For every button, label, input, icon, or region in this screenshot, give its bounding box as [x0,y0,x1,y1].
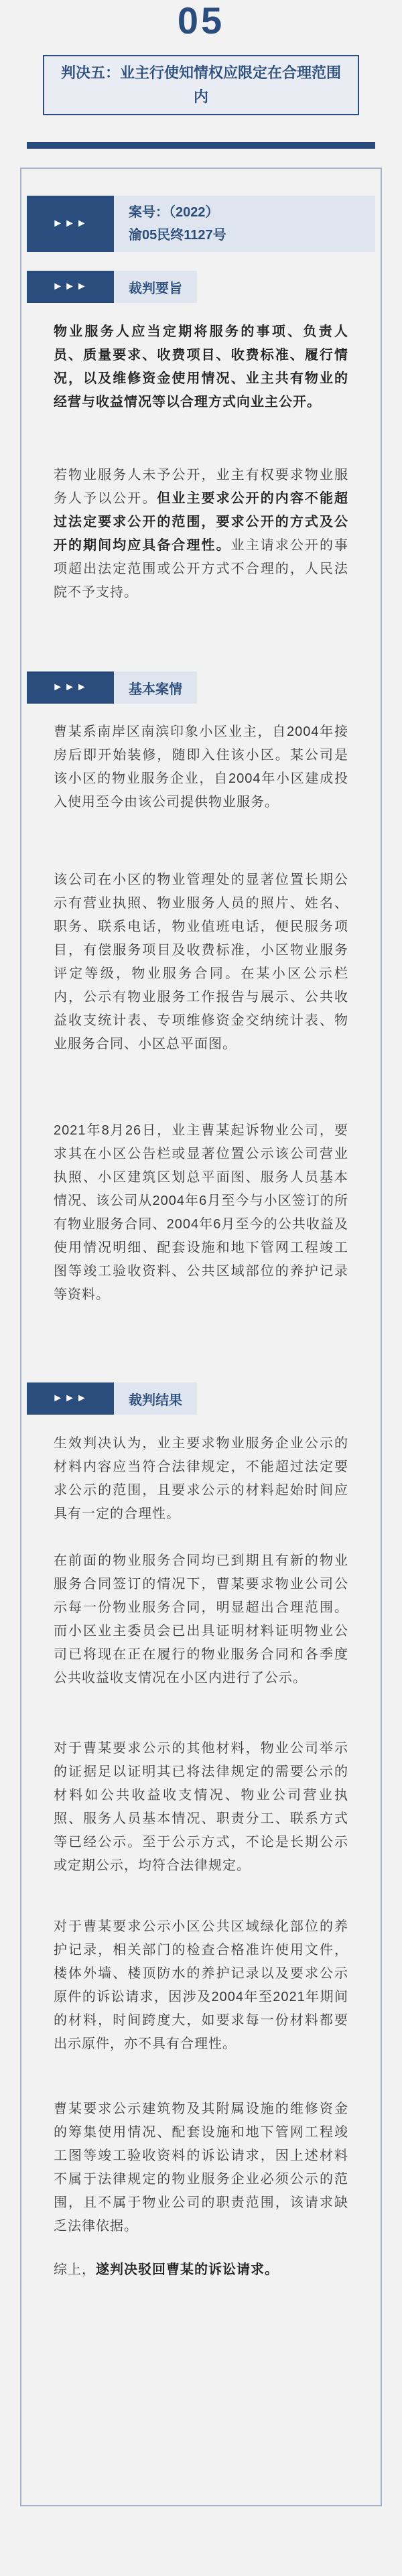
paragraph-text: 综上， [54,2262,96,2277]
section-title: 基本案情 [114,671,197,704]
section-number: 05 [177,0,225,42]
section-title: 裁判要旨 [114,271,197,303]
paragraph: 2021年8月26日，业主曹某起诉物业公司，要求其在小区公告栏或显著位置公示该公司营业执照、小区建筑区划总平面图、服务人员基本情况、该公司从2004年6月至今与小区签订的所有物业服务合同、2004年6月至今的公共收益及使用情况明细、配套设施和地下管网工程竣工图等竣工验收资料、公共区域部位的养护记录等资料。 [54,1123,348,1302]
case-number-box [27,196,375,252]
page-title: 判决五：业主行使知情权应限定在合理范围内 [60,64,341,105]
paragraph: 在前面的物业服务合同均已到期且有新的物业服务合同签订的情况下，曹某要求物业公司公示每一份物业服务合同，明显超出合理范围。而小区业主委员会已出具证明材料证明物业公司已将现在正在履行的物业服务合同和各季度公共收益收支情况在小区内进行了公示。 [54,1553,348,1685]
paragraph-emphasis: 但业主要求公开的内容不能超过法定要求公开的范围，要求公开的方式及公开的期间均应具备合理性。 [54,491,349,553]
chevron-arrows-icon: ►►► [27,271,114,303]
case-number-line1: 案号：（2022） [129,205,219,220]
title-box [43,55,359,115]
paragraph-text: 若物业服务人未予公开，业主有权要求物业服务人予以公开。 [54,468,348,506]
section-header-judgment-result [27,1382,197,1415]
case-number [114,196,375,252]
paragraph: 对于曹某要求公示小区公共区域绿化部位的养护记录，相关部门的检查合格准许使用文件，楼体外墙、楼顶防水的养护记录以及要求公示原件的诉讼请求，因涉及2004年至2021年期间的材料，时间跨度大，如要求每一份材料都要出示原件，亦不具有合理性。 [54,1919,348,2051]
paragraph-emphasis: 遂判决驳回曹某的诉讼请求。 [96,2262,279,2277]
paragraph: 生效判决认为，业主要求物业服务企业公示的材料内容应当符合法律规定，不能超过法定要求公示的范围，且要求公示的材料起始时间应具有一定的合理性。 [54,1436,348,1521]
paragraph: 曹某要求公示建筑物及其附属设施的维修资金的筹集使用情况、配套设施和地下管网工程竣工图等竣工验收资料的诉讼请求，因上述材料不属于法律规定的物业服务企业必须公示的范围，且不属于物业公司的职责范围，该请求缺乏法律依据。 [54,2102,348,2234]
paragraph: 曹某系南岸区南滨印象小区业主，自2004年接房后即开始装修，随即入住该小区。某公司是该小区的物业服务企业，自2004年小区建成投入使用至今由该公司提供物业服务。 [54,724,348,810]
chevron-arrows-icon: ►►► [27,671,114,704]
paragraph-text: 业主请求公开的事项超出法定范围或公开方式不合理的，人民法院不予支持。 [54,538,349,600]
section-title: 裁判结果 [114,1382,197,1415]
divider-bar [27,142,375,149]
paragraph: 对于曹某要求公示的其他材料，物业公司举示的证据足以证明其已将法律规定的需要公示的材料如公共收益收支情况、物业公司营业执照、服务人员基本情况、职责分工、联系方式等已经公示。至于公示方式，不论是长期公示或定期公示，均符合法律规定。 [54,1741,348,1873]
paragraph [54,2258,348,2282]
section-header-ruling-gist [27,271,197,303]
chevron-arrows-icon: ►►► [27,1382,114,1415]
chevron-arrows-icon: ►►► [27,196,114,252]
paragraph: 该公司在小区的物业管理处的显著位置长期公示有营业执照、物业服务人员的照片、姓名、职务、联系电话，物业值班电话，便民服务项目，有偿服务项目及收费标准，小区物业服务评定等级，物业服务合同。在某小区公示栏内，公示有物业服务工作报告与展示、公共收益收支统计表、专项维修资金交纳统计表、物业服务合同、小区总平面图。 [54,873,348,1051]
section-header-basic-facts [27,671,197,704]
case-number-line2: 渝05民终1127号 [129,228,226,243]
paragraph: 物业服务人应当定期将服务的事项、负责人员、质量要求、收费项目、收费标准、履行情况，以及维修资金使用情况、业主共有物业的经营与收益情况等以合理方式向业主公开。 [54,324,348,409]
paragraph [54,464,348,604]
